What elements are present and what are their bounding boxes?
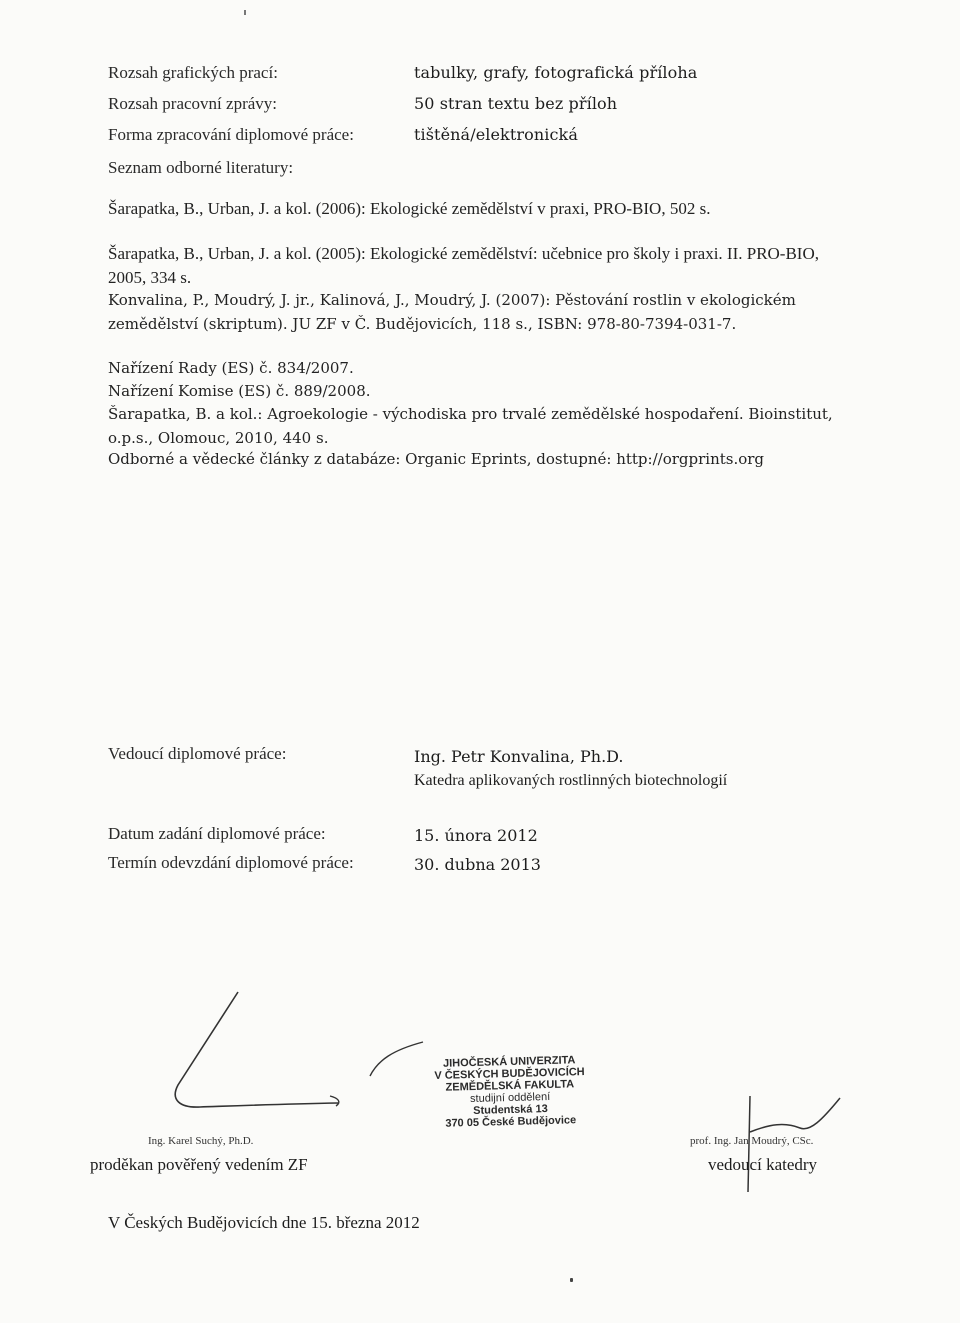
place-date: V Českých Budějovicích dne 15. března 2012 <box>108 1213 420 1232</box>
stamp-line: ZEMĚDĚLSKÁ FAKULTA <box>445 1078 575 1094</box>
info-label: Rozsah pracovní zprávy: <box>108 94 277 113</box>
literature-item: Nařízení Rady (ES) č. 834/2007. <box>108 359 354 377</box>
literature-item: Odborné a vědecké články z databáze: Organic Eprints, dostupné: http://orgprints.org <box>108 450 765 468</box>
info-value: 50 stran textu bez příloh <box>414 94 618 113</box>
stamp-line: studijní oddělení <box>469 1090 551 1106</box>
scan-mark <box>244 10 246 15</box>
supervisor-name: Ing. Petr Konvalina, Ph.D. <box>414 747 624 766</box>
literature-item: Šarapatka, B., Urban, J. a kol. (2005): Ekologické zemědělství: učebnice pro školy i praxi. II. PRO-BIO, 2005, 334 s. <box>108 244 819 287</box>
stamp-line: Studentská 13 <box>473 1103 548 1117</box>
stamp-line: 370 05 České Budějovice <box>445 1114 577 1130</box>
stamp-line: JIHOČESKÁ UNIVERZITA <box>442 1054 576 1070</box>
head-name: prof. Ing. Jan Moudrý, CSc. <box>690 1135 814 1147</box>
info-label: Rozsah grafických prací: <box>108 63 278 82</box>
dean-name: Ing. Karel Suchý, Ph.D. <box>148 1135 254 1147</box>
supervisor-label: Vedoucí diplomové práce: <box>108 744 287 763</box>
literature-heading: Seznam odborné literatury: <box>108 158 294 177</box>
signature-dean <box>160 990 350 1120</box>
dean-role: proděkan pověřený vedením ZF <box>90 1155 308 1174</box>
supervisor-department: Katedra aplikovaných rostlinných biotechnologií <box>414 772 728 789</box>
info-label: Forma zpracování diplomové práce: <box>108 125 354 144</box>
literature-item: Šarapatka, B., Urban, J. a kol. (2006): Ekologické zemědělství v praxi, PRO-BIO, 502 s. <box>108 199 711 218</box>
assignment-date-label: Datum zadání diplomové práce: <box>108 824 326 843</box>
deadline-label: Termín odevzdání diplomové práce: <box>108 853 354 872</box>
scan-mark <box>570 1278 573 1282</box>
university-stamp <box>419 1054 601 1131</box>
head-role: vedoucí katedry <box>708 1155 818 1174</box>
literature-item: Konvalina, P., Moudrý, J. jr., Kalinová, J., Moudrý, J. (2007): Pěstování rostlin v ekologickém zemědělství (skriptum). JU ZF v Č. Budějovicích, 118 s., ISBN: 978-80-7394-031-7. <box>108 291 796 333</box>
deadline-value: 30. dubna 2013 <box>414 855 541 874</box>
info-value: tabulky, grafy, fotografická příloha <box>414 63 698 82</box>
info-value: tištěná/elektronická <box>414 125 578 144</box>
literature-item: Šarapatka, B. a kol.: Agroekologie - východiska pro trvalé zemědělské hospodaření. Bioinstitut, o.p.s., Olomouc, 2010, 440 s. <box>108 405 833 447</box>
assignment-date-value: 15. února 2012 <box>414 826 538 845</box>
signature-head <box>730 1092 860 1202</box>
stamp-line: V ČESKÝCH BUDĚJOVICÍCH <box>434 1066 585 1082</box>
literature-item: Nařízení Komise (ES) č. 889/2008. <box>108 382 371 400</box>
